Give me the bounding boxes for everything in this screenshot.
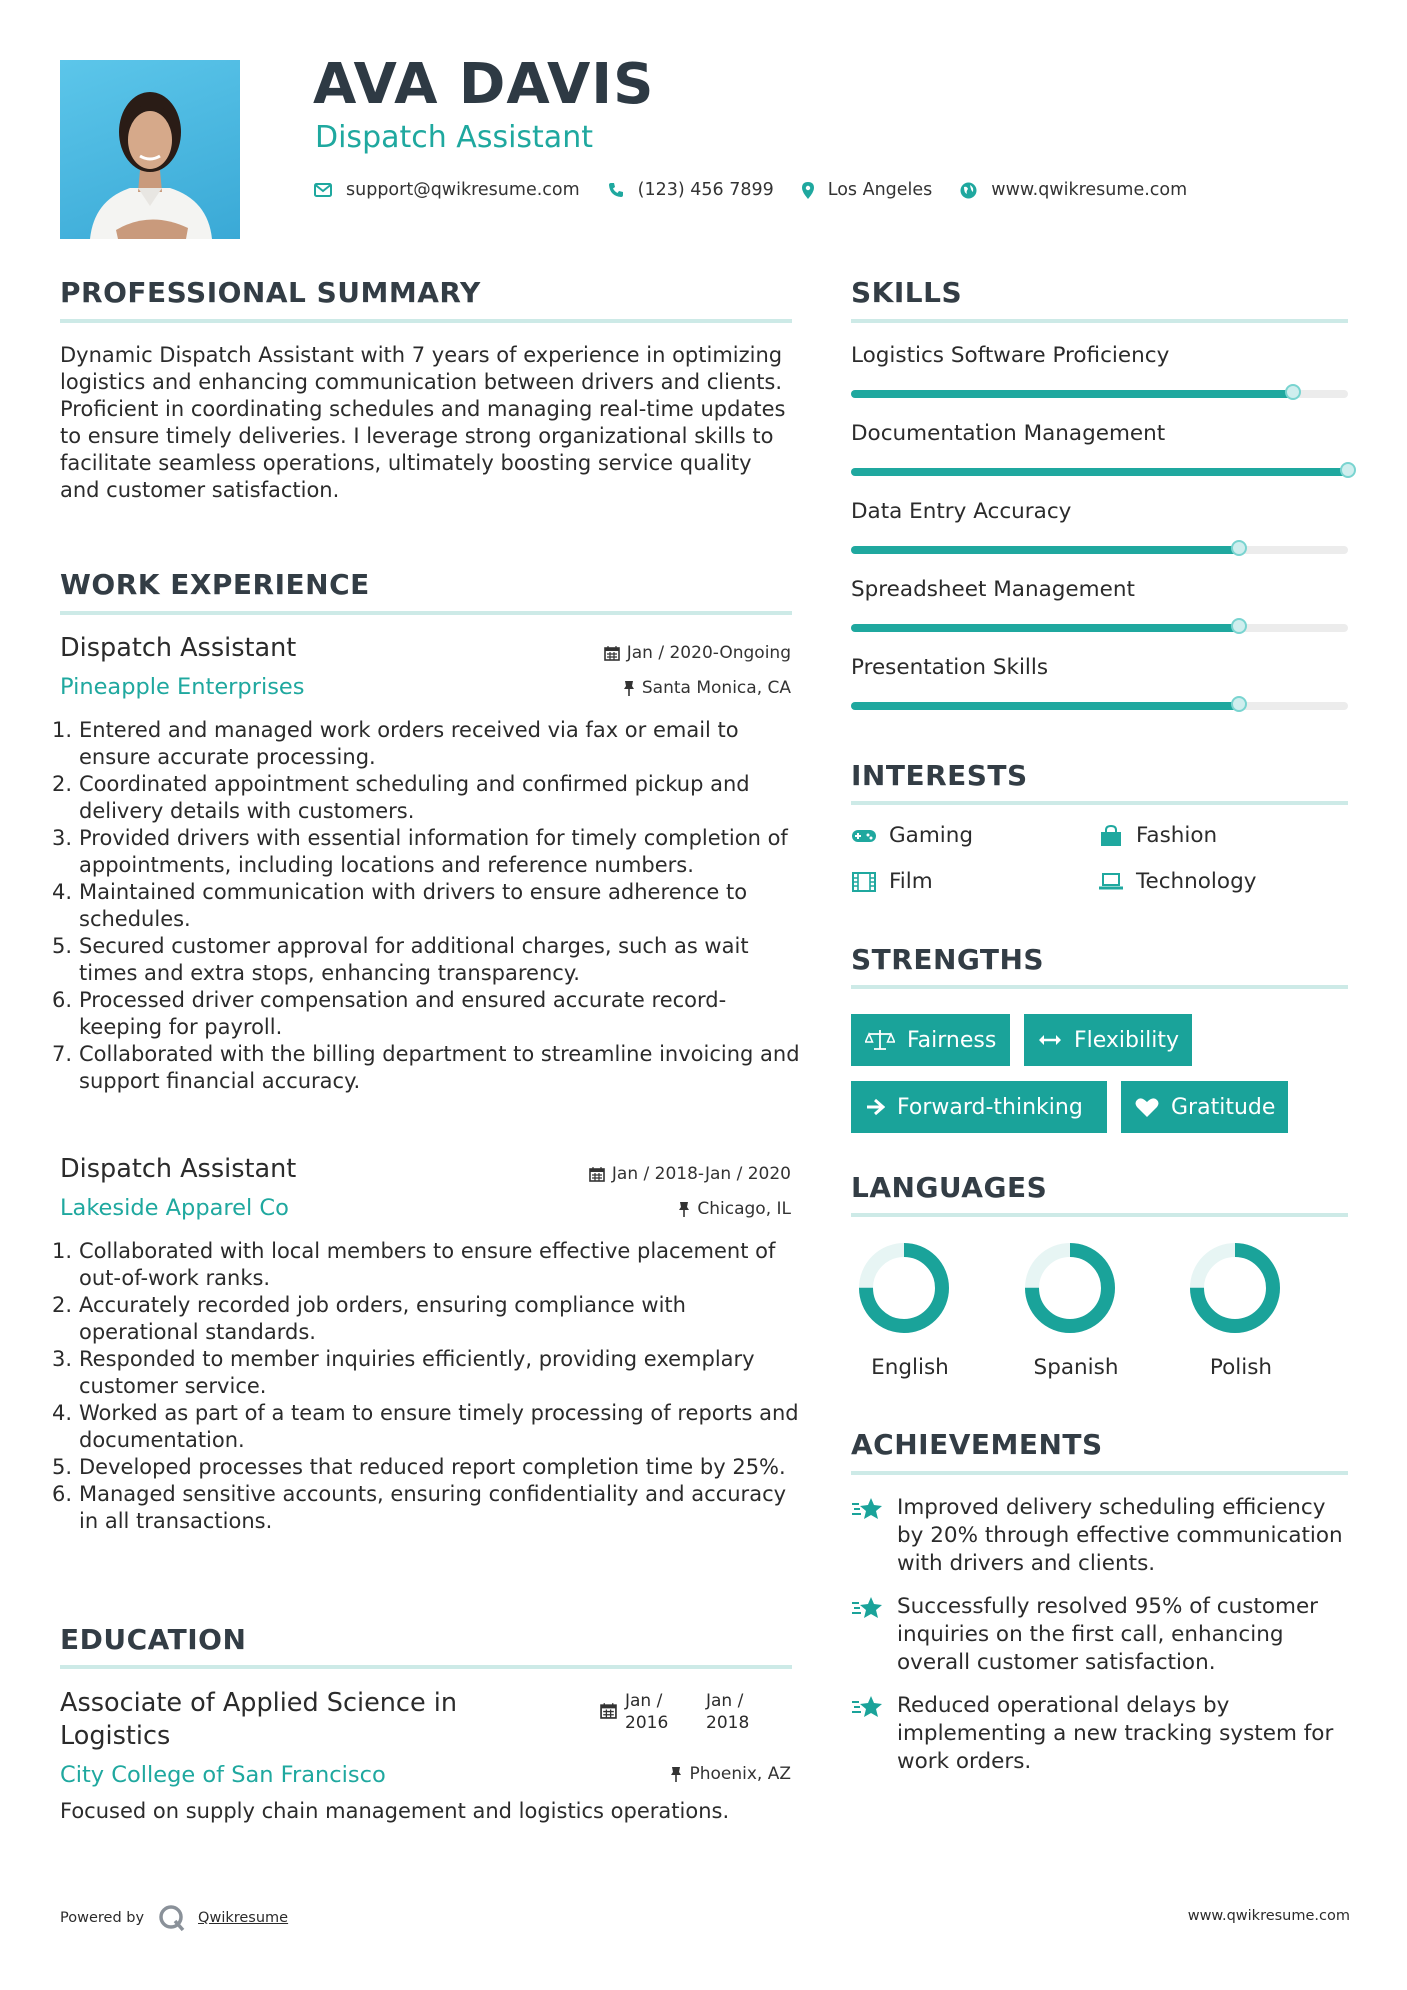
envelope-icon bbox=[314, 183, 332, 197]
language-ring-polish bbox=[1189, 1242, 1281, 1338]
skill-bar-knob[interactable] bbox=[1285, 384, 1301, 400]
list-item: 2. Accurately recorded job orders, ensuring compliance with operational standards. bbox=[52, 1293, 686, 1344]
achievement-item bbox=[851, 1593, 1356, 1677]
calendar-icon bbox=[604, 645, 620, 661]
strength-chip-flexibility bbox=[1024, 1014, 1192, 1066]
achievement-item bbox=[851, 1494, 1356, 1578]
strength-chip-fairness bbox=[851, 1014, 1010, 1066]
school-name: City College of San Francisco bbox=[60, 1762, 386, 1788]
heart-icon bbox=[1135, 1097, 1159, 1118]
job-location-text: Santa Monica, CA bbox=[641, 678, 791, 698]
skill-bar-fill bbox=[851, 546, 1239, 554]
interest-film bbox=[851, 869, 933, 894]
footer-website[interactable]: www.qwikresume.com bbox=[1187, 1908, 1350, 1924]
experience-divider bbox=[60, 611, 792, 615]
strength-chip-forward-thinking bbox=[851, 1081, 1107, 1133]
skill-label: Data Entry Accuracy bbox=[851, 499, 1072, 524]
list-item: 4. Maintained communication with drivers to ensure adherence to schedules. bbox=[52, 880, 748, 931]
film-icon bbox=[851, 871, 877, 893]
location-text: Los Angeles bbox=[827, 180, 933, 200]
interest-fashion bbox=[1098, 823, 1217, 848]
pushpin-icon bbox=[670, 1766, 682, 1782]
interest-label: Gaming bbox=[889, 823, 974, 848]
skills-divider bbox=[851, 319, 1348, 323]
job-title: Dispatch Assistant bbox=[60, 1154, 297, 1184]
language-ring bbox=[858, 1242, 950, 1334]
job-location bbox=[623, 678, 791, 698]
skill-label: Spreadsheet Management bbox=[851, 577, 1135, 602]
arrow-right-icon bbox=[865, 1098, 885, 1116]
job-duties-list bbox=[52, 1238, 800, 1535]
interest-label: Fashion bbox=[1136, 823, 1218, 848]
qwikresume-logo-icon bbox=[158, 1904, 186, 1932]
qwikresume-link[interactable]: Qwikresume bbox=[198, 1910, 289, 1926]
interests-divider bbox=[851, 801, 1348, 805]
interest-label: Technology bbox=[1136, 869, 1257, 894]
phone-text: (123) 456 7899 bbox=[637, 180, 774, 200]
job-title: Dispatch Assistant bbox=[60, 633, 297, 663]
skill-label: Presentation Skills bbox=[851, 655, 1049, 680]
achievement-text: Reduced operational delays by implementing a new tracking system for work orders. bbox=[897, 1693, 1334, 1774]
website-text: www.qwikresume.com bbox=[991, 180, 1188, 200]
language-label: Polish bbox=[1209, 1355, 1273, 1380]
skill-bar bbox=[851, 468, 1348, 476]
skill-bar-knob[interactable] bbox=[1231, 540, 1247, 556]
strength-chip-gratitude bbox=[1121, 1081, 1288, 1133]
strength-label: Fairness bbox=[907, 1027, 997, 1053]
job-location bbox=[678, 1199, 791, 1219]
contact-email[interactable] bbox=[314, 180, 580, 200]
email-text: support@qwikresume.com bbox=[346, 180, 580, 200]
language-label: Spanish bbox=[1033, 1355, 1119, 1380]
candidate-title: Dispatch Assistant bbox=[315, 120, 593, 155]
contact-location bbox=[802, 180, 933, 200]
education-heading: EDUCATION bbox=[60, 1623, 247, 1656]
skill-bar-fill bbox=[851, 468, 1348, 476]
strengths-heading: STRENGTHS bbox=[851, 943, 1045, 976]
job-date bbox=[589, 1164, 791, 1184]
calendar-icon bbox=[589, 1166, 605, 1182]
achievement-text: Successfully resolved 95% of customer inquiries on the first call, enhancing overall customer satisfaction. bbox=[897, 1594, 1319, 1675]
list-item: 5. Secured customer approval for additional charges, such as wait times and extra stops, enhancing transparency. bbox=[52, 934, 749, 985]
language-ring-spanish bbox=[1024, 1242, 1116, 1338]
list-item: 5. Developed processes that reduced report completion time by 25%. bbox=[52, 1455, 786, 1479]
footer-powered-by bbox=[60, 1904, 288, 1932]
shopping-bag-icon bbox=[1098, 825, 1124, 847]
powered-by-label: Powered by bbox=[60, 1910, 145, 1926]
job-date-text: Jan / 2018-Jan / 2020 bbox=[611, 1164, 791, 1184]
skill-bar-knob[interactable] bbox=[1231, 618, 1247, 634]
interests-heading: INTERESTS bbox=[851, 759, 1028, 792]
laptop-icon bbox=[1098, 871, 1124, 893]
achievement-text: Improved delivery scheduling efficiency by 20% through effective communication with drivers and clients. bbox=[897, 1495, 1343, 1576]
shooting-star-icon bbox=[851, 1593, 885, 1629]
education-start-date: Jan / 2016 bbox=[625, 1691, 669, 1733]
person-portrait-icon bbox=[60, 60, 240, 239]
company-name: Pineapple Enterprises bbox=[60, 674, 305, 700]
list-item: 4. Worked as part of a team to ensure timely processing of reports and documentation. bbox=[52, 1401, 799, 1452]
globe-icon bbox=[960, 182, 977, 199]
shooting-star-icon bbox=[851, 1692, 885, 1728]
languages-heading: LANGUAGES bbox=[851, 1171, 1048, 1204]
skill-label: Logistics Software Proficiency bbox=[851, 343, 1170, 368]
interest-label: Film bbox=[889, 869, 933, 894]
list-item: 2. Coordinated appointment scheduling and confirmed pickup and delivery details with customers. bbox=[52, 772, 750, 823]
map-pin-icon bbox=[802, 182, 814, 199]
gamepad-icon bbox=[851, 825, 877, 847]
list-item: 6. Managed sensitive accounts, ensuring confidentiality and accuracy in all transactions. bbox=[52, 1482, 787, 1533]
job-location-text: Chicago, IL bbox=[697, 1199, 791, 1219]
job-duties-list bbox=[52, 717, 800, 1095]
skill-bar bbox=[851, 390, 1348, 398]
pushpin-icon bbox=[623, 680, 635, 696]
arrows-horizontal-icon bbox=[1038, 1033, 1062, 1047]
education-divider bbox=[60, 1665, 792, 1669]
job-date bbox=[604, 643, 791, 663]
candidate-name: AVA DAVIS bbox=[313, 52, 655, 117]
skill-bar-fill bbox=[851, 702, 1239, 710]
pushpin-icon bbox=[678, 1201, 690, 1217]
experience-heading: WORK EXPERIENCE bbox=[60, 568, 370, 601]
skill-bar-knob[interactable] bbox=[1231, 696, 1247, 712]
shooting-star-icon bbox=[851, 1494, 885, 1530]
education-location bbox=[670, 1764, 791, 1784]
contact-website[interactable] bbox=[960, 180, 1187, 200]
achievement-item bbox=[851, 1692, 1356, 1776]
profile-photo bbox=[60, 60, 240, 239]
company-name: Lakeside Apparel Co bbox=[60, 1195, 289, 1221]
strength-label: Forward-thinking bbox=[897, 1094, 1083, 1120]
language-ring bbox=[1024, 1242, 1116, 1334]
list-item: 7. Collaborated with the billing department to streamline invoicing and support financial accuracy. bbox=[52, 1042, 800, 1093]
balance-scale-icon bbox=[865, 1029, 895, 1051]
summary-text: Dynamic Dispatch Assistant with 7 years of experience in optimizing logistics and enhancing communication between drivers and clients. Proficient in coordinating schedules and managing real-time updates to ensure timely deliveries. I leverage strong organizational skills to facilitate seamless operations, ultimately boosting service quality and customer satisfaction. bbox=[60, 343, 786, 502]
skill-bar-fill bbox=[851, 390, 1293, 398]
contact-bar bbox=[314, 180, 1215, 200]
contact-phone[interactable] bbox=[608, 180, 774, 200]
interest-gaming bbox=[851, 823, 973, 848]
languages-divider bbox=[851, 1213, 1348, 1217]
strengths-divider bbox=[851, 985, 1348, 989]
achievements-heading: ACHIEVEMENTS bbox=[851, 1428, 1103, 1461]
skill-bar bbox=[851, 702, 1348, 710]
education-location-text: Phoenix, AZ bbox=[689, 1764, 791, 1784]
strength-label: Gratitude bbox=[1171, 1094, 1276, 1120]
interest-technology bbox=[1098, 869, 1256, 894]
list-item: 1. Entered and managed work orders received via fax or email to ensure accurate processing. bbox=[52, 718, 739, 769]
list-item: 1. Collaborated with local members to ensure effective placement of out-of-work ranks. bbox=[52, 1239, 776, 1290]
list-item: 3. Responded to member inquiries efficiently, providing exemplary customer service. bbox=[52, 1347, 755, 1398]
skill-bar bbox=[851, 546, 1348, 554]
skill-label: Documentation Management bbox=[851, 421, 1166, 446]
strength-label: Flexibility bbox=[1074, 1027, 1179, 1053]
job-date-text: Jan / 2020-Ongoing bbox=[626, 643, 791, 663]
language-ring-english bbox=[858, 1242, 950, 1338]
skill-bar-fill bbox=[851, 624, 1239, 632]
achievements-divider bbox=[851, 1471, 1348, 1475]
calendar-icon bbox=[600, 1702, 617, 1723]
list-item: 3. Provided drivers with essential information for timely completion of appointments, including locations and reference numbers. bbox=[52, 826, 788, 877]
skill-bar-knob[interactable] bbox=[1340, 462, 1356, 478]
language-ring bbox=[1189, 1242, 1281, 1334]
phone-icon bbox=[608, 182, 624, 198]
education-description: Focused on supply chain management and logistics operations. bbox=[60, 1799, 730, 1823]
summary-divider bbox=[60, 319, 792, 323]
skills-heading: SKILLS bbox=[851, 276, 963, 309]
language-label: English bbox=[871, 1355, 949, 1380]
skill-bar bbox=[851, 624, 1348, 632]
list-item: 6. Processed driver compensation and ensured accurate record-keeping for payroll. bbox=[52, 988, 727, 1039]
summary-heading: PROFESSIONAL SUMMARY bbox=[60, 276, 481, 309]
education-end-date: Jan / 2018 bbox=[706, 1691, 750, 1733]
degree-title: Associate of Applied Science in Logistics bbox=[60, 1688, 457, 1751]
